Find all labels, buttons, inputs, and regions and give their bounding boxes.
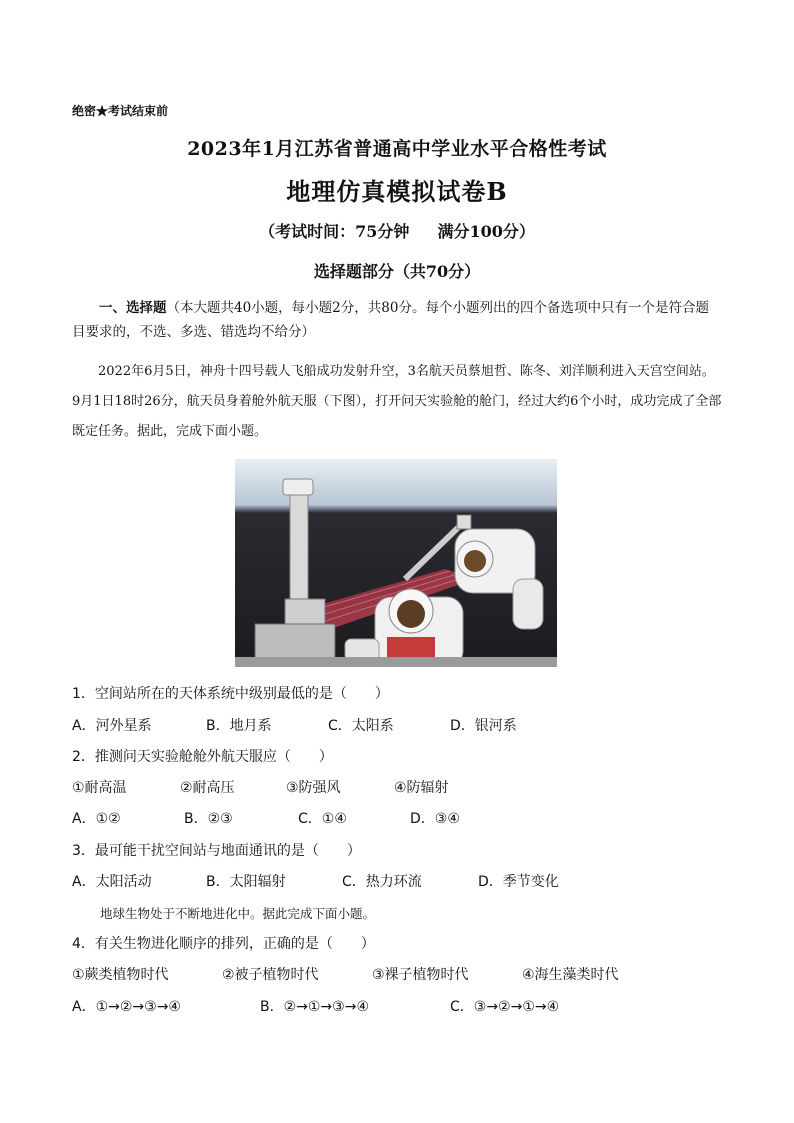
question-1-stem: 1．空间站所在的天体系统中级别最低的是（ ） xyxy=(72,686,389,702)
option-a: A．河外星系 xyxy=(72,718,152,734)
exam-info xyxy=(0,219,794,242)
option-d: D．③④ xyxy=(410,811,460,827)
exam-time: （考试时间：75分钟 xyxy=(259,222,410,241)
exam-score: 满分100分） xyxy=(437,222,535,241)
passage-1-text: 2022年6月5日，神舟十四号载人飞船成功发射升空，3名航天员蔡旭哲、陈冬、刘洋顺利进入天宫空间站。9月1日18时26分，航天员身着舱外航天服（下图），打开问天实验舱的舱门，经过大约6个小时，成功完成了全部既定任务。据此，完成下面小题。 xyxy=(72,364,722,439)
section-heading: 选择题部分（共70分） xyxy=(313,262,481,281)
exam-subtitle: 地理仿真模拟试卷B xyxy=(286,177,508,206)
item-4: ④海生藻类时代 xyxy=(522,967,619,983)
item-3: ③裸子植物时代 xyxy=(372,967,469,983)
confidential-label: 绝密★考试结束前 xyxy=(72,104,169,118)
question-3-stem: 3．最可能干扰空间站与地面通讯的是（ ） xyxy=(72,843,361,859)
passage-2: 地球生物处于不断地进化中。据此完成下面小题。 xyxy=(100,906,376,921)
option-c: C．太阳系 xyxy=(328,718,394,734)
item-1: ①蕨类植物时代 xyxy=(72,967,169,983)
question-4-stem: 4．有关生物进化顺序的排列，正确的是（ ） xyxy=(72,936,375,952)
instructions xyxy=(72,296,722,344)
instructions-lead: 一、选择题 xyxy=(99,300,167,316)
astronaut-spacewalk-photo xyxy=(235,459,557,667)
question-2-stem: 2．推测问天实验舱舱外航天服应（ ） xyxy=(72,749,333,765)
item-2: ②被子植物时代 xyxy=(222,967,319,983)
exam-title: 2023年1月江苏省普通高中学业水平合格性考试 xyxy=(187,138,607,160)
instructions-text: （本大题共40小题，每小题2分，共80分。每个小题列出的四个备选项中只有一个是符合题目要求的，不选、多选、错选均不给分） xyxy=(72,300,709,340)
passage-1 xyxy=(72,357,722,447)
option-b: B．地月系 xyxy=(206,718,272,734)
item-1: ①耐高温 xyxy=(72,780,127,796)
item-2: ②耐高压 xyxy=(180,780,235,796)
option-a: A．①→②→③→④ xyxy=(72,999,181,1015)
option-b: B．太阳辐射 xyxy=(206,874,286,890)
item-3: ③防强风 xyxy=(286,780,341,796)
item-4: ④防辐射 xyxy=(394,780,449,796)
option-d: D．季节变化 xyxy=(478,874,559,890)
option-a: A．①② xyxy=(72,811,121,827)
option-c: C．③→②→①→④ xyxy=(450,999,560,1015)
option-b: B．②→①→③→④ xyxy=(260,999,369,1015)
option-b: B．②③ xyxy=(184,811,233,827)
option-a: A．太阳活动 xyxy=(72,874,152,890)
option-c: C．热力环流 xyxy=(342,874,422,890)
option-d: D．银河系 xyxy=(450,718,517,734)
option-c: C．①④ xyxy=(298,811,347,827)
